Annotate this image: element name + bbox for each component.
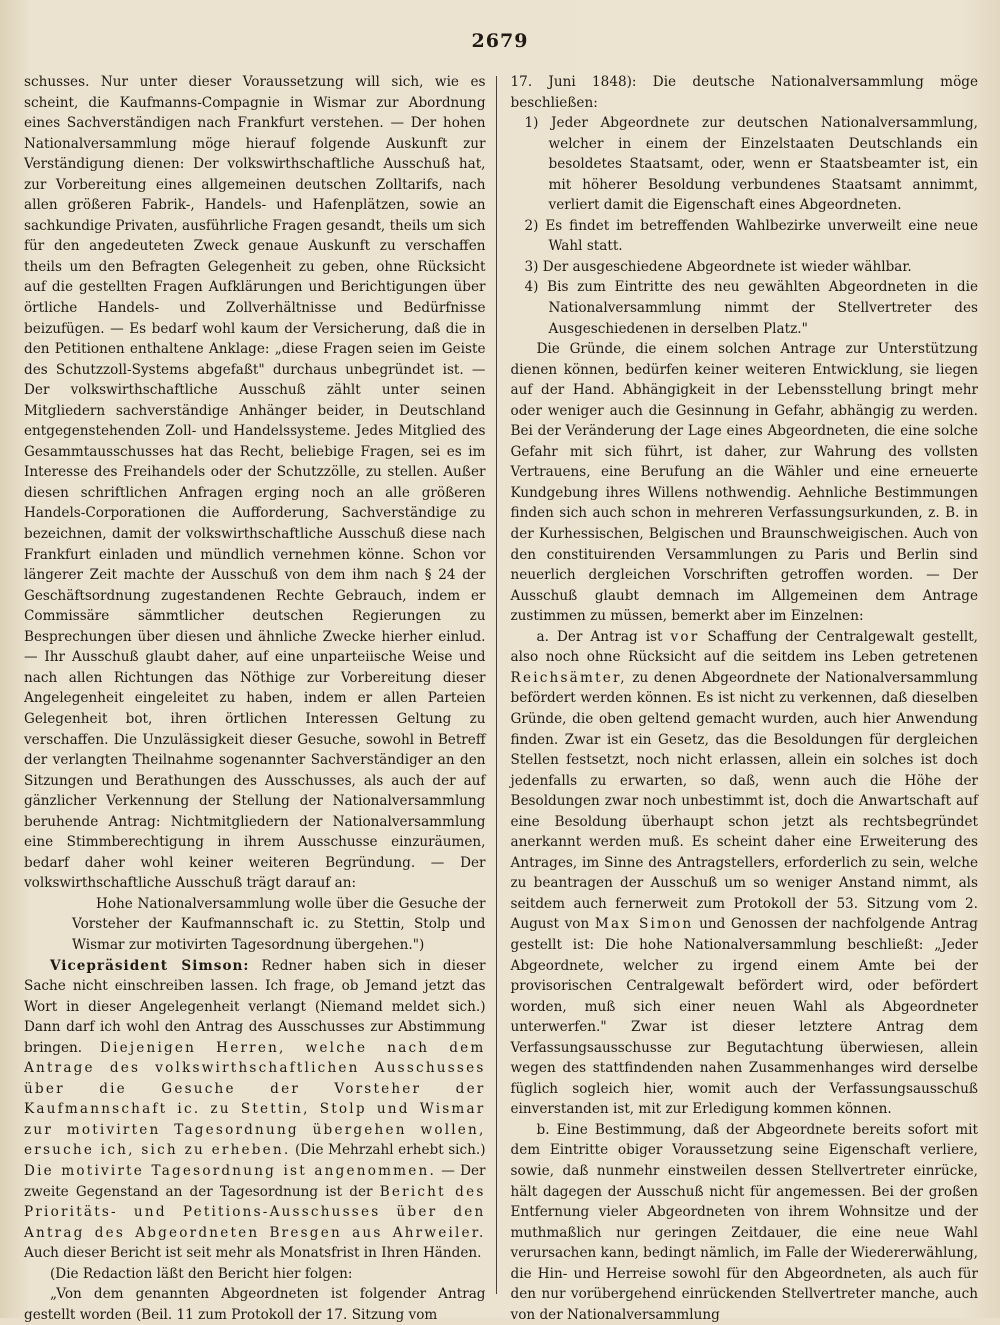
resolution-item: [511, 277, 978, 339]
right-paragraph-1: 17. Juni 1848): Die deutsche Nationalversammlung möge beschließen:: [510, 74, 978, 111]
left-redaction-note: (Die Redaction läßt den Bericht hier folgen:: [50, 1265, 353, 1282]
right-column: [497, 72, 979, 1323]
resolution-number: 4): [524, 279, 539, 296]
speaker-text-report-title: Bericht des Prioritäts- und Petitions-Ausschusses über den Antrag des Abgeordneten Bresgen aus Ahrweiler.: [24, 1183, 486, 1241]
para-a-emph-vor: vor: [670, 628, 700, 645]
speaker-text-g: Auch dieser Bericht ist seit mehr als Monatsfrist in Ihren Händen.: [24, 1245, 482, 1262]
left-speaker-paragraph: [24, 956, 486, 1264]
resolution-item: [511, 113, 978, 216]
resolution-text: Es findet im betreffenden Wahlbezirke unverweilt eine neue Wahl statt.: [545, 217, 978, 255]
speaker-text-vote-question: Diejenigen Herren, welche nach dem Antrage des volkswirthschaftlichen Ausschusses über die Gesuche der Vorsteher der Kaufmannschaft ic. zu Stettin, Stolp und Wismar zur motivirten Tagesordnung übergehen wollen, ersuche ich, sich zu erheben.: [24, 1039, 486, 1159]
speaker-name: Vicepräsident Simson:: [50, 957, 250, 974]
speaker-text-next: — Der zweite Gegenstand an der Tagesordnung ist der: [24, 1162, 486, 1200]
resolution-list: [511, 113, 978, 339]
right-paragraph-b: b. Eine Bestimmung, daß der Abgeordnete bereits sofort mit dem Eintritte obiger Voraussetzung seine Eigenschaft verliere, sowie, daß nunmehr einstweilen dessen Stellvertreter einrücke, hält dagegen der Ausschuß nicht für angemessen. Bei der großen Entfernung vieler Abgeordneten von ihrem Wohnsitze und der muthmaßlich nur geringen Zeitdauer, die eine neue Wahl verursachen kann, bedingt nämlich, im Falle der Wiedererwählung, die Hin- und Herreise sowohl für den Abgeordneten, als auch für den nur vorübergehend einrückenden Stellvertreter manche, auch von der Nationalversammlung: [510, 1121, 978, 1323]
left-column: [24, 72, 496, 1323]
para-a-text-2: Schaffung der Centralgewalt gestellt, also noch ohne Rücksicht auf die seitdem ins Leben getretenen: [510, 628, 978, 666]
speaker-text-a: Redner haben sich in dieser Sache nicht einschreiben lassen. Ich frage, ob Jemand jetzt das Wort in dieser Angelegenheit verlangt (Niemand meldet sich.) Dann darf ich wohl den Antrag des Ausschusses zur Abstimmung bringen.: [24, 957, 486, 1056]
left-motion-quote: Hohe Nationalversammlung wolle über die Gesuche der Vorsteher der Kaufmannschaft ic. zu Stettin, Stolp und Wismar zur motivirten Tagesordnung übergehen."): [72, 895, 486, 953]
speaker-text-accepted: Die motivirte Tagesordnung ist angenommen.: [24, 1162, 436, 1179]
para-a-text-3: zu denen Abgeordnete der Nationalversammlung befördert werden können. Es ist nicht zu verkennen, daß dieselben Gründe, die oben geltend gemacht wurden, auch hier Anwendung finden. Zwar ist ein Gesetz, das die Besoldungen für dergleichen Stellen festsetzt, noch nicht erlassen, allein ein solches ist doch jedenfalls zu erwarten, so daß, wenn auch die Höhe der Besoldungen zwar noch unbestimmt ist, doch die Anwartschaft auf eine Besoldung überhaupt schon jetzt als rechtsbegründet anerkannt werden muß. Es scheint daher eine Erweiterung des Antrages, im Sinne des Antragstellers, erforderlich zu sein, welche zu beantragen der Ausschuß um so weniger Anstand nimmt, als seitdem auch fernerweit zum Protokoll der 53. Sitzung vom 2. August von: [510, 669, 978, 933]
resolution-text: Bis zum Eintritte des neu gewählten Abgeordneten in die Nationalversammlung nimmt der Stellvertreter des Ausgeschiedenen in derselben Platz.": [547, 279, 979, 337]
para-a-text-4: und Genossen der nachfolgende Antrag gestellt ist: Die hohe Nationalversammlung beschließt: „Jeder Abgeordnete, welcher zu irgend einem Amte bei der provisorischen Centralgewalt befördert wird, oder befördert worden, muß sich einer neuen Wahl als Abgeordneter unterwerfen." Zwar ist dieser letztere Antrag dem Verfassungsausschusse zur Begutachtung überwiesen, allein wegen des stattfindenden nahen Zusammenhanges wird derselbe füglich sogleich hier, womit auch der Verfassungsausschuß einverstanden ist, mit zur Erledigung kommen können.: [510, 916, 978, 1118]
speaker-text-majority: (Die Mehrzahl erhebt sich.): [294, 1142, 486, 1159]
para-a-text-1: a. Der Antrag ist: [536, 628, 663, 645]
resolution-number: 2): [524, 217, 539, 234]
resolution-text: Der ausgeschiedene Abgeordnete ist wieder wählbar.: [542, 258, 912, 275]
para-a-emph-reichsaemter: Reichsämter,: [510, 669, 627, 686]
para-a-emph-name: Max Simon: [594, 916, 694, 933]
right-paragraph-reasons: Die Gründe, die einem solchen Antrage zur Unterstützung dienen können, bedürfen keiner weiteren Entwicklung, sie liegen auf der Hand. Abhängigkeit in der Lebensstellung bringt mehr oder weniger auch die Gesinnung in Gefahr, abhängig zu werden. Bei der Veränderung der Lage eines Abgeordneten, die eine solche Gefahr mit sich führt, ist daher, zur Wahrung des vollsten Vertrauens, eine Berufung an die Wähler und eine erneuerte Kundgebung ihres Willens nothwendig. Aehnliche Bestimmungen finden sich auch schon in mehreren Verfassungsurkunden, z. B. in der Kurhessischen, Belgischen und Braunschweigischen. Auch von den constituirenden Versammlungen zu Paris und Berlin sind neuerlich dergleichen Vorschriften getroffen worden. — Der Ausschuß glaubt demnach im Allgemeinen dem Antrage zustimmen zu müssen, bemerkt aber im Einzelnen:: [510, 341, 978, 625]
resolution-number: 1): [524, 115, 539, 132]
left-paragraph-1: schusses. Nur unter dieser Voraussetzung will sich, wie es scheint, die Kaufmanns-Compagnie in Wismar zur Abordnung eines Sachverständigen nach Frankfurt verstehen. — Der hohen Nationalversammlung möge hierauf folgende Auskunft zur Verständigung dienen: Der volkswirthschaftliche Ausschuß hat, zur Vorbereitung eines allgemeinen deutschen Zolltarifs, nach allen größeren Fabrik-, Handels- und Hafenplätzen, sowie an sachkundige Privaten, ausführliche Fragen gesandt, theils um sich für den angedeuteten Zweck genaue Auskunft zu verschaffen theils um den Befragten Gelegenheit zu geben, ohne Rücksicht auf die gestellten Fragen Aufklärungen und Berichtigungen über örtliche Handels- und Zollverhältnisse und Bedürfnisse beizufügen. — Es bedarf wohl kaum der Versicherung, daß die in den Petitionen enthaltene Anklage: „diese Fragen seien im Geiste des Schutzzoll-Systems abgefaßt" durchaus unbegründet ist. — Der volkswirthschaftliche Ausschuß zählt unter seinen Mitgliedern sachverständige Anhänger beider, in Deutschland entgegenstehenden Zoll- und Handelssysteme. Jedes Mitglied des Gesammtausschusses hat das Recht, beliebige Fragen, sei es im Interesse des Freihandels oder der Schutzzölle, zu stellen. Außer diesen schriftlichen Anfragen erging noch an alle größeren Handels-Corporationen die Aufforderung, Sachverständige zu bezeichnen, damit der volkswirthschaftliche Ausschuß diese nach Frankfurt einladen und mündlich vernehmen könne. Schon vor längerer Zeit machte der Ausschuß von dem ihm nach § 24 der Geschäftsordnung zugestandenen Rechte Gebrauch, indem er Commissäre sämmtlicher deutschen Regierungen zu Besprechungen über diesen und ähnliche Zwecke hierher einlud. — Ihr Ausschuß glaubt daher, auf eine unparteiische Weise und nach allen Richtungen das Nöthige zur Vorbereitung dieser Angelegenheit eingeleitet zu haben, indem er allen Parteien Gelegenheit bot, ihren örtlichen Interessen Geltung zu verschaffen. Die Unzulässigkeit dieser Gesuche, sowohl in Betreff der verlangten Theilnahme sogenannter Sachverständiger an den Sitzungen und Berathungen des Ausschusses, als auch der auf gänzlicher Verkennung der Stellung der Nationalversammlung beruhende Antrag: Nichtmitgliedern der Nationalversammlung eine Stimmberechtigung in ihrem Ausschusse einzuräumen, bedarf daher wohl keiner weiteren Begründung. — Der volkswirthschaftliche Ausschuß trägt darauf an:: [24, 74, 486, 892]
right-paragraph-a: [511, 627, 978, 1120]
resolution-text: Jeder Abgeordnete zur deutschen Nationalversammlung, welcher in einem der Einzelstaaten Deutschlands ein besoldetes Staatsamt, oder, wenn er Staatsbeamter ist, ein mit höherer Besoldung verbundenes Staatsamt annimmt, verliert damit die Eigenschaft eines Abgeordneten.: [548, 115, 979, 214]
text-columns: [24, 72, 979, 1323]
resolution-item: [511, 216, 978, 257]
resolution-item: [511, 257, 978, 278]
resolution-number: 3): [524, 258, 539, 275]
page-number: 2679: [471, 30, 529, 52]
left-quote-start: „Von dem genannten Abgeordneten ist folgender Antrag gestellt worden (Beil. 11 zum Protokoll der 17. Sitzung vom: [24, 1286, 486, 1323]
